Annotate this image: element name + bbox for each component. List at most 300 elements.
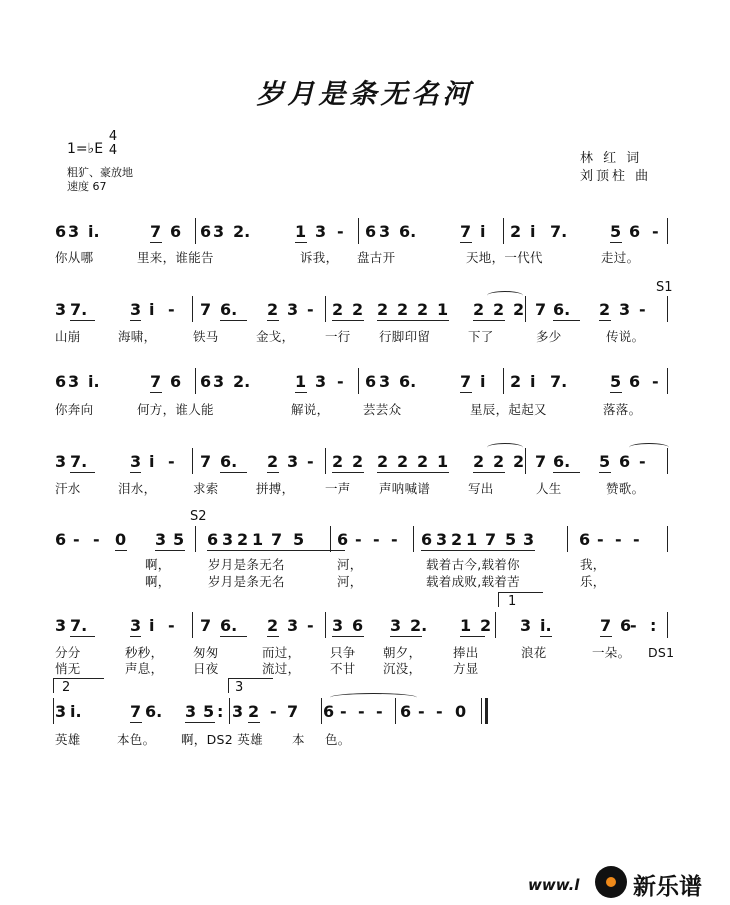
beam-underline [553,472,580,473]
note: 1 [295,222,307,241]
note: 3 [436,530,448,549]
note: 6 [207,530,219,549]
beam-underline [295,242,307,243]
beam-underline [70,320,95,321]
tempo-mark: 速度 67 [67,180,107,193]
lyricist-credit: 林 红 词 [580,151,643,166]
lyric: 泪水， [118,481,157,496]
bar-line [667,526,668,552]
lyric: 我， [580,557,606,572]
beam-underline [155,550,185,551]
lyric: 分分 [55,645,81,660]
note: 0 [115,530,127,549]
note: 1 [437,452,449,471]
bar-line [667,612,668,638]
key-signature: 1=♭E [67,141,104,157]
note: 5 [599,452,611,471]
note: - [597,530,604,549]
lyric: 芸芸众 [363,402,402,417]
bar-line [503,218,504,244]
note: 6 [579,530,591,549]
lyric: 铁马 [193,329,219,344]
bar-line [567,526,568,552]
lyric: 里来，谁能告 [137,250,214,265]
lyric: 解说， [291,402,330,417]
note: 7 [150,222,162,241]
bar-line [667,218,668,244]
note: 6. [399,222,417,241]
final-bar-line [485,698,488,724]
beam-underline [220,320,247,321]
note: - [270,702,277,721]
lyric: 朝夕， [383,645,422,660]
note: 2 [377,452,389,471]
score-row-2 [55,298,675,324]
lyric: 岁月是条无名 [208,557,285,572]
lyric: 啊，DS2 英雄 [181,732,263,747]
tie-arc [487,291,523,300]
lyric: 你从哪 [55,250,94,265]
lyric: 下了 [468,329,494,344]
lyric: 载着古今,载着你 [426,557,520,572]
note: 3 [287,452,299,471]
bar-line [192,448,193,474]
lyric: 落落。 [603,402,642,417]
note: - [615,530,622,549]
tie-arc [629,443,669,452]
note: 0 [455,702,467,721]
note: 2 [473,452,485,471]
note: - [652,222,659,241]
beam-underline [610,392,622,393]
note: 3 [390,616,402,635]
note: 2 [397,300,409,319]
lyric: 拼搏， [256,481,295,496]
lyric: 何方，谁人能 [137,402,214,417]
note: - [93,530,100,549]
note: 5 [505,530,517,549]
lyric: 沉没， [383,661,422,676]
note: 3 [287,616,299,635]
note: 6. [145,702,163,721]
note: 2. [233,372,251,391]
note: 3 [379,372,391,391]
bar-line [413,526,414,552]
bar-line [358,368,359,394]
beam-underline [220,636,247,637]
score-row-6 [55,614,675,640]
note: 1 [466,530,478,549]
beam-underline [267,320,279,321]
lyric: 岁月是条无名 [208,574,285,589]
note: - [639,300,646,319]
note: 7 [200,452,212,471]
note: 2 [513,300,525,319]
note: 2 [480,616,492,635]
note: 3 [68,222,80,241]
lyric: 行脚印留 [379,329,431,344]
ds1-mark: DS1 [648,645,675,660]
note: 2 [513,452,525,471]
lyric: 声息， [125,661,164,676]
note: 6. [220,452,238,471]
note: 3 [130,616,142,635]
note: - [630,616,637,635]
beam-underline [295,392,307,393]
song-title: 岁月是条无名河 [256,79,474,110]
bar-line [525,448,526,474]
note: - [633,530,640,549]
note: 5 [203,702,215,721]
note: 7 [200,300,212,319]
beam-underline [130,722,142,723]
note: 2 [510,222,522,241]
lyric: 本色。 [117,732,156,747]
lyric: 方显 [453,661,479,676]
lyric: 山崩 [55,329,81,344]
note: 3 [315,222,327,241]
note: 6 [400,702,412,721]
beam-underline [460,242,472,243]
beam-underline [540,636,552,637]
note: i [480,372,486,391]
note: 7 [460,222,472,241]
volta-3-label: 3 [235,680,244,695]
note: - [418,702,425,721]
note: 6 [200,222,212,241]
note: 7 [130,702,142,721]
note: 2 [417,452,429,471]
note: 2 [352,452,364,471]
note: 6. [220,300,238,319]
note: 5 [610,372,622,391]
lyric: 河， [337,574,363,589]
lyric: 多少 [536,329,562,344]
note: 2. [410,616,428,635]
lyric: 金戈， [256,329,295,344]
note: - [358,702,365,721]
lyric: 不甘 [330,661,356,676]
note: i [149,452,155,471]
lyric: 啊， [145,574,171,589]
lyric: 人生 [536,481,562,496]
note: 7 [535,300,547,319]
note: i. [70,702,82,721]
note: 7. [70,300,88,319]
beam-underline [207,550,345,551]
beam-underline [267,472,279,473]
beam-underline [390,636,422,637]
note: - [307,452,314,471]
note: 6. [220,616,238,635]
note: i [530,222,536,241]
beam-underline [421,550,535,551]
note: 2 [473,300,485,319]
bar-line [325,296,326,322]
tie-arc [487,443,523,452]
score-row-1 [55,220,675,246]
bar-line [195,526,196,552]
note: - [436,702,443,721]
note: 6 [337,530,349,549]
lyric: 浪花 [521,645,547,660]
note: 3 [185,702,197,721]
beam-underline [70,636,95,637]
note: 7. [70,616,88,635]
note: 3 [287,300,299,319]
note: : [217,702,224,721]
note: 3 [315,372,327,391]
beam-underline [185,722,215,723]
time-signature [106,130,120,158]
note: 6 [55,372,67,391]
beam-underline [150,392,162,393]
note: 6 [55,530,67,549]
beam-underline [220,472,247,473]
note: 3 [619,300,631,319]
lyric: 求索 [193,481,219,496]
lyric: 赞歌。 [606,481,645,496]
bar-line [195,218,196,244]
note: 2 [510,372,522,391]
note: 3 [213,222,225,241]
note: 6 [170,222,182,241]
bar-line [192,296,193,322]
lyric: 一朵。 [592,645,631,660]
beam-underline [332,636,364,637]
volta-2-bracket [53,678,104,693]
lyric: 流过， [262,661,301,676]
note: - [373,530,380,549]
beam-underline [600,636,612,637]
note: - [337,222,344,241]
note: 1 [437,300,449,319]
note: 3 [379,222,391,241]
note: 3 [130,452,142,471]
note: 3 [222,530,234,549]
time-sig-top: 4 [108,129,118,144]
record-disc-icon [595,866,627,898]
lyric: 河， [337,557,363,572]
note: 6 [55,222,67,241]
note: i [149,300,155,319]
note: 3 [232,702,244,721]
note: 2 [493,300,505,319]
note: 2 [332,452,344,471]
note: 2. [233,222,251,241]
beam-underline [115,550,127,551]
bar-line [229,698,230,724]
lyric: 乐， [580,574,606,589]
lyric: 日夜 [193,661,219,676]
note: 2 [599,300,611,319]
note: 2 [267,300,279,319]
note: - [307,616,314,635]
note: 1 [252,530,264,549]
expression-mark: 粗犷、豪放地 [67,166,133,179]
lyric: 只争 [330,645,356,660]
lyric: 悄无 [55,661,81,676]
note: 2 [248,702,260,721]
lyric: 一声 [325,481,351,496]
bar-line [667,368,668,394]
note: 3 [55,452,67,471]
note: 3 [55,300,67,319]
note: 6 [170,372,182,391]
lyric: 诉我， [300,250,339,265]
note: 7 [460,372,472,391]
beam-underline [130,636,141,637]
note: - [652,372,659,391]
bar-line [192,612,193,638]
footer-logo-text: 新乐谱 [633,874,702,900]
note: 3 [130,300,142,319]
beam-underline [610,242,622,243]
note: 5 [610,222,622,241]
bar-line [525,296,526,322]
note: 5 [173,530,185,549]
bar-line [503,368,504,394]
note: 6 [200,372,212,391]
note: 1 [295,372,307,391]
score-row-3 [55,370,675,396]
bar-line [330,526,331,552]
lyric: 海啸， [118,329,157,344]
bar-line [325,448,326,474]
note: 6 [629,222,641,241]
lyric: 秒秒， [125,645,164,660]
composer-credit: 刘顶柱 曲 [580,169,652,184]
note: - [73,530,80,549]
lyric: 本 [292,732,305,747]
score-row-4 [55,450,675,476]
note: - [168,616,175,635]
bar-line [321,698,322,724]
bar-line [495,612,496,638]
beam-underline [150,242,162,243]
beam-underline [599,472,611,473]
lyric: 声呐喊谱 [379,481,431,496]
lyric: 捧出 [453,645,479,660]
note: 7. [550,222,568,241]
footer-url[interactable]: www.l [528,876,580,894]
note: - [639,452,646,471]
note: - [337,372,344,391]
beam-underline [130,320,141,321]
lyric: 星辰，起起又 [470,402,547,417]
note: 3 [155,530,167,549]
segno-s1: S1 [656,280,673,295]
note: i [530,372,536,391]
beam-underline [377,320,449,321]
beam-underline [473,472,505,473]
note: 7 [200,616,212,635]
note: 2 [267,616,279,635]
time-sig-bottom: 4 [108,143,118,158]
note: 6. [553,300,571,319]
beam-underline [332,472,364,473]
note: 6 [323,702,335,721]
volta-1-label: 1 [508,594,517,609]
note: - [168,452,175,471]
lyric: 你奔向 [55,402,94,417]
note: : [650,616,657,635]
note: i. [540,616,552,635]
note: - [391,530,398,549]
bar-line [481,698,482,724]
beam-underline [130,472,141,473]
beam-underline [473,320,505,321]
note: - [376,702,383,721]
note: 6 [365,372,377,391]
note: i. [88,372,100,391]
note: 7. [550,372,568,391]
bar-line [325,612,326,638]
note: 3 [520,616,532,635]
note: 1 [460,616,472,635]
note: - [307,300,314,319]
note: 6 [352,616,364,635]
lyric-line-1 [55,248,93,266]
tie-arc [330,693,417,702]
beam-underline [377,472,449,473]
beam-underline [70,472,95,473]
note: 2 [377,300,389,319]
beam-underline [332,320,364,321]
volta-2-label: 2 [62,680,71,695]
note: 2 [332,300,344,319]
bar-line [195,368,196,394]
note: 3 [55,616,67,635]
lyric: 色。 [325,732,351,747]
note: 6. [553,452,571,471]
segno-s2: S2 [190,509,207,524]
beam-underline [460,392,472,393]
note: - [355,530,362,549]
note: 7 [150,372,162,391]
note: 2 [493,452,505,471]
note: i [480,222,486,241]
note: 3 [332,616,344,635]
note: 3 [55,702,67,721]
note: 2 [267,452,279,471]
bar-line [358,218,359,244]
lyric: 走过。 [601,250,640,265]
lyric: 天地，一代代 [466,250,543,265]
note: 7 [271,530,283,549]
note: 3 [213,372,225,391]
lyric: 传说。 [606,329,645,344]
note: - [340,702,347,721]
note: 7 [287,702,299,721]
note: i. [88,222,100,241]
beam-underline [599,320,611,321]
volta-1-bracket [498,592,543,607]
note: 7. [70,452,88,471]
note: i [149,616,155,635]
lyric: 载着成败,载着苦 [426,574,520,589]
lyric: 盘古开 [357,250,396,265]
bar-line [53,698,54,724]
note: 6 [629,372,641,391]
lyric: 啊， [145,557,171,572]
note: 2 [451,530,463,549]
note: 2 [397,452,409,471]
beam-underline [460,636,485,637]
beam-underline [553,320,580,321]
beam-underline [267,636,279,637]
note: 6 [620,616,632,635]
